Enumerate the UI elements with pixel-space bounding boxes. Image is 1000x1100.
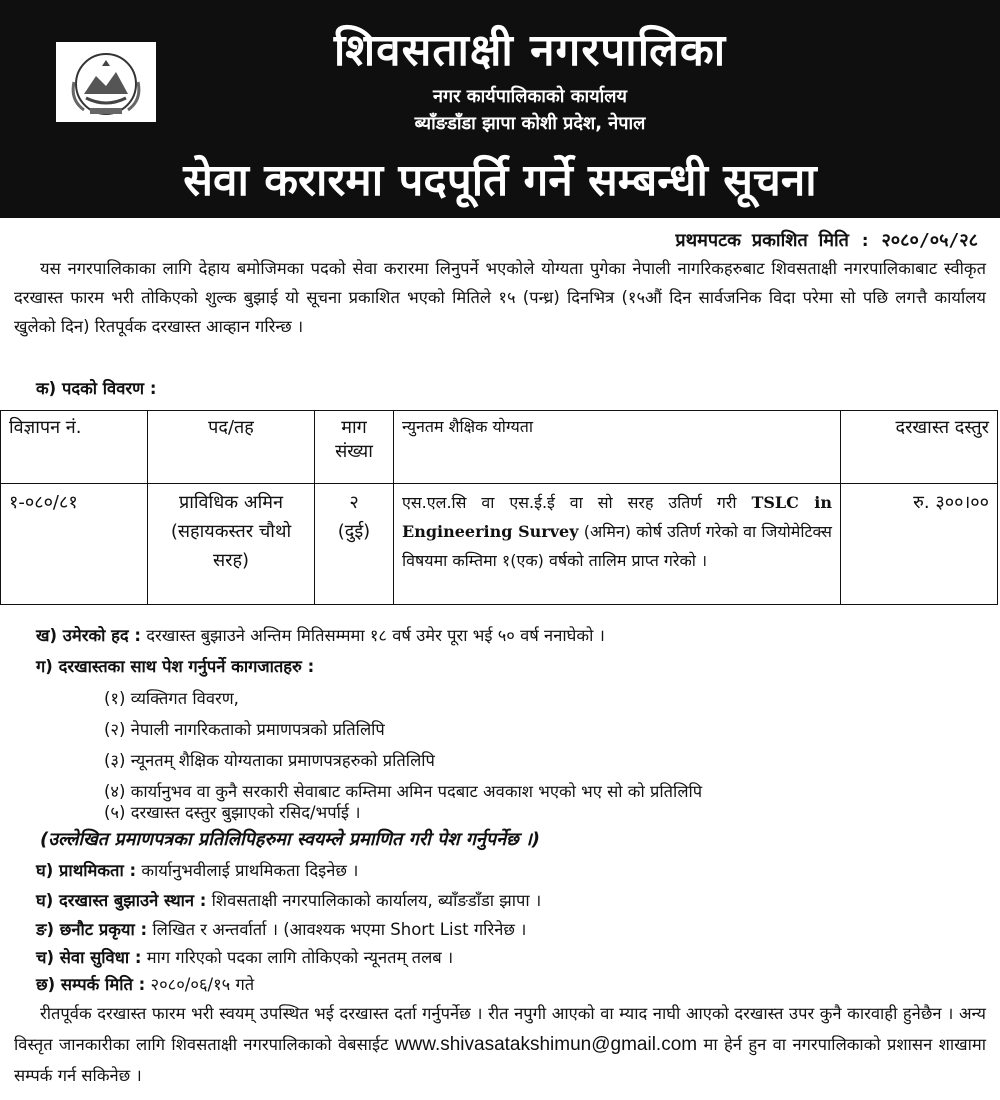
list-item: (१) व्यक्तिगत विवरण, [104, 689, 239, 708]
post-level [148, 484, 315, 605]
priority-text: कार्यानुभवीलाई प्राथमिकता दिइनेछ । [141, 861, 359, 880]
priority-label: घ) प्राथमिकता : [36, 861, 137, 880]
post-name: प्राविधिक अमिन [178, 492, 284, 513]
service-benefit-label: च) सेवा सुविधा : [36, 948, 142, 967]
application-fee: रु. ३००।०० [841, 484, 998, 605]
qualification-suffix: (अमिन) कोर्ष उतिर्ण गरेको वा जियोमेटिक्स विषयमा कम्तिमा १(एक) वर्षको तालिम प्राप्त गरेको । [402, 522, 833, 570]
priority [36, 857, 358, 885]
table-header: पद/तह [148, 411, 315, 484]
closing-text-1: रीतपूर्वक दरखास्त फारम भरी स्वयम् उपस्थित भई दरखास्त दर्ता गर्नुपर्नेछ । रीत नपुगी आएको वा म्याद नाघी आएको दरखास्त उपर कुनै कारवाही हुनेछैन । अन्य विस्तृत जानकारीका लागि शिवसताक्षी नगरपालिकाको वेबसाईट [14, 1004, 986, 1054]
selection-process-label: ङ) छनौट प्रकृया : [36, 920, 148, 939]
publication-date-label: प्रथमपटक प्रकाशित मिति : [675, 230, 871, 251]
qualification-prefix: एस.एल.सि वा एस.ई.ई वा सो सरह उतिर्ण गरी [402, 493, 737, 512]
service-benefit [36, 944, 453, 972]
age-limit-text: दरखास्त बुझाउने अन्तिम मितिसम्ममा १८ वर्ष उमेर पूरा भई ५० वर्ष ननाघेको । [146, 626, 605, 645]
post-details-table [0, 410, 998, 605]
age-limit-label: ख) उमेरको हद : [36, 626, 141, 645]
table-header: माग संख्या [315, 411, 394, 484]
contact-date-label: छ) सम्पर्क मिति : [36, 975, 146, 994]
table-row [1, 484, 998, 605]
publication-date [675, 228, 978, 252]
demand-count [315, 484, 394, 605]
selection-process-text: लिखित र अन्तर्वार्ता । (आवश्यक भएमा Short List गरिनेछ । [152, 920, 527, 939]
contact-date [36, 971, 254, 999]
demand-number: २ [349, 492, 359, 513]
documents-heading: ग) दरखास्तका साथ पेश गर्नुपर्ने कागजातहरु : [36, 657, 315, 676]
table-header: न्युनतम शैक्षिक योग्यता [394, 411, 841, 484]
municipality-name: शिवसताक्षी नगरपालिका [333, 25, 727, 76]
contact-email-link[interactable]: www.shivasatakshimun@gmail.com [394, 1034, 698, 1055]
post-grade: (सहायकस्तर चौथो सरह) [170, 521, 292, 571]
age-limit [36, 622, 605, 650]
demand-word: (दुई) [337, 521, 371, 542]
submission-place [36, 887, 541, 915]
publication-date-value: २०८०/०५/२८ [881, 230, 978, 251]
table-header: दरखास्त दस्तुर [841, 411, 998, 484]
office-address: ब्याँङडाँडा झापा कोशी प्रदेश, नेपाल [414, 113, 646, 134]
documents-label [36, 653, 314, 681]
office-name: नगर कार्यपालिकाको कार्यालय [433, 86, 627, 107]
attestation-note: (उल्लेखित प्रमाणपत्रका प्रतिलिपिहरुमा स्वयम्ले प्रमाणित गरी पेश गर्नुपर्नेछ ।) [40, 829, 541, 850]
section-post-details: क) पदको विवरण : [36, 379, 157, 398]
list-item: (४) कार्यानुभव वा कुनै सरकारी सेवाबाट कम्तिमा अमिन पदबाट अवकाश भएको भए सो को प्रतिलिपि [104, 782, 703, 801]
table-header: विज्ञापन नं. [1, 411, 148, 484]
list-item: (२) नेपाली नागरिकताको प्रमाणपत्रको प्रतिलिपि [104, 720, 385, 739]
table-header-row [1, 411, 998, 484]
notice-title: सेवा करारमा पदपूर्ति गर्ने सम्बन्धी सूचना [183, 155, 817, 206]
list-item: (३) न्यूनतम् शैक्षिक योग्यताका प्रमाणपत्रहरुको प्रतिलिपि [104, 751, 435, 770]
min-qualification [394, 484, 841, 605]
ad-number: १-०८०/८१ [1, 484, 148, 605]
qualification-course: TSLC in Engineering Survey [402, 493, 832, 541]
submission-place-text: शिवसताक्षी नगरपालिकाको कार्यालय, ब्याँङडाँडा झापा । [211, 891, 542, 910]
closing-text-2: मा हेर्न हुन वा नगरपालिकाको प्रशासन शाखामा सम्पर्क गर्न सकिनेछ । [14, 1035, 987, 1085]
list-item: (५) दरखास्त दस्तुर बुझाएको रसिद/भर्पाई । [104, 803, 361, 822]
service-benefit-text: माग गरिएको पदका लागि तोकिएको न्यूनतम् तलब । [146, 948, 454, 967]
selection-process [36, 916, 526, 944]
contact-date-text: २०८०/०६/१५ गते [150, 975, 255, 994]
submission-place-label: घ) दरखास्त बुझाउने स्थान : [36, 891, 207, 910]
notice-header [0, 0, 1000, 218]
intro-paragraph: यस नगरपालिकाका लागि देहाय बमोजिमका पदको सेवा करारमा लिनुपर्ने भएकोले योग्यता पुगेका नेपाली नागरिकहरुबाट शिवसताक्षी नगरपालिकाबाट स्वीकृत दरखास्त फारम भरी तोकिएको शुल्क बुझाई यो सूचना प्रकाशित भएको मितिले १५ (पन्ध्र) दिनभित्र (१५औं दिन सार्वजनिक विदा परेमा सो पछि लगत्तै कार्यालय खुलेको दिन) रितपूर्वक दरखास्त आव्हान गरिन्छ । [14, 259, 986, 336]
closing-paragraph [14, 998, 986, 1091]
